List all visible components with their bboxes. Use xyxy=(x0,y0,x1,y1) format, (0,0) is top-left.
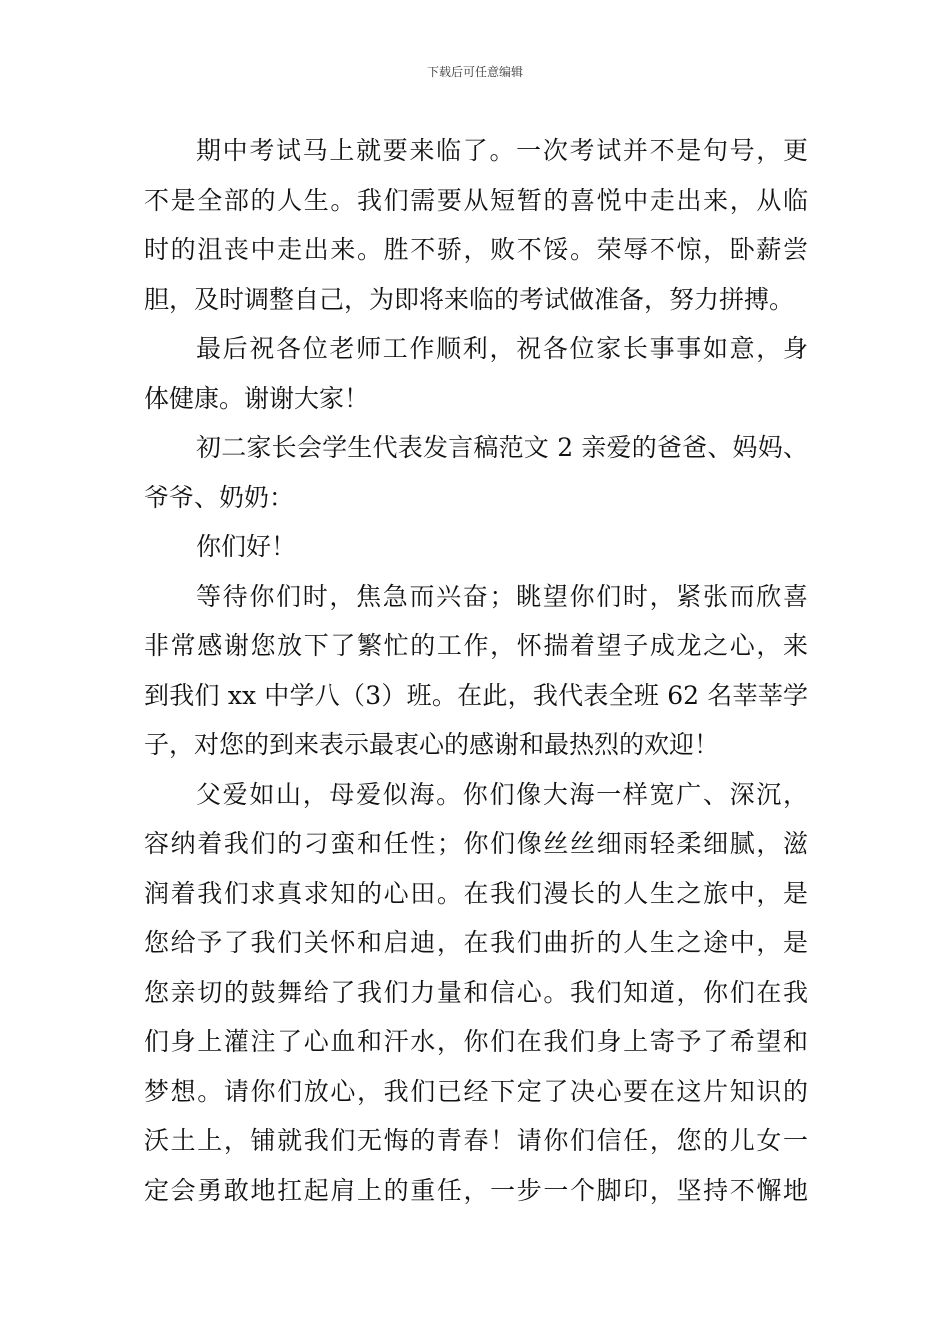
text-line: 期中考试马上就要来临了。一次考试并不是句号，更 xyxy=(196,136,808,165)
text-line: 们身上灌注了心血和汗水，你们在我们身上寄予了希望和 xyxy=(144,1027,808,1056)
paragraph xyxy=(144,324,808,423)
text-line: 最后祝各位老师工作顺利，祝各位家长事事如意，身 xyxy=(196,334,808,363)
text-line: 胆，及时调整自己，为即将来临的考试做准备，努力拼搏。 xyxy=(144,284,795,314)
text-line: 您亲切的鼓舞给了我们力量和信心。我们知道，你们在我 xyxy=(144,977,808,1007)
text-line: 初二家长会学生代表发言稿范文 2 亲爱的爸爸、妈妈、 xyxy=(196,433,808,462)
text-line: 爷爷、奶奶： xyxy=(144,482,295,512)
text-line: 体健康。谢谢大家！ xyxy=(144,383,370,413)
text-line: 容纳着我们的刁蛮和任性；你们像丝丝细雨轻柔细腻，滋 xyxy=(144,829,808,858)
text-line: 梦想。请你们放心，我们已经下定了决心要在这片知识的 xyxy=(144,1076,808,1106)
text-line: 润着我们求真求知的心田。在我们漫长的人生之旅中，是 xyxy=(144,878,808,908)
page-header: 下载后可任意编辑 xyxy=(426,65,523,79)
text-line: 父爱如山，母爱似海。你们像大海一样宽广、深沉， xyxy=(196,779,808,809)
paragraph xyxy=(144,522,808,572)
text-line: 等待你们时，焦急而兴奋；眺望你们时，紧张而欣喜 xyxy=(196,581,808,611)
text-line: 到我们 xx 中学八（3）班。在此，我代表全班 62 名莘莘学 xyxy=(144,680,808,710)
text-line: 不是全部的人生。我们需要从短暂的喜悦中走出来，从临 xyxy=(144,185,808,215)
text-line: 定会勇敢地扛起肩上的重任，一步一个脚印，坚持不懈地 xyxy=(144,1175,808,1205)
paragraph xyxy=(144,572,808,770)
text-line: 你们好！ xyxy=(196,532,297,561)
text-line: 您给予了我们关怀和启迪，在我们曲折的人生之途中，是 xyxy=(144,928,808,957)
paragraph xyxy=(144,126,808,324)
text-line: 子，对您的到来表示最衷心的感谢和最热烈的欢迎！ xyxy=(144,730,720,759)
text-line: 非常感谢您放下了繁忙的工作，怀揣着望子成龙之心，来 xyxy=(144,631,808,660)
paragraph xyxy=(144,770,808,1216)
paragraph xyxy=(144,423,808,522)
text-line: 时的沮丧中走出来。胜不骄，败不馁。荣辱不惊，卧薪尝 xyxy=(144,235,808,264)
document-body xyxy=(144,126,808,1215)
text-line: 沃土上，铺就我们无悔的青春！请你们信任，您的儿女一 xyxy=(144,1126,808,1155)
